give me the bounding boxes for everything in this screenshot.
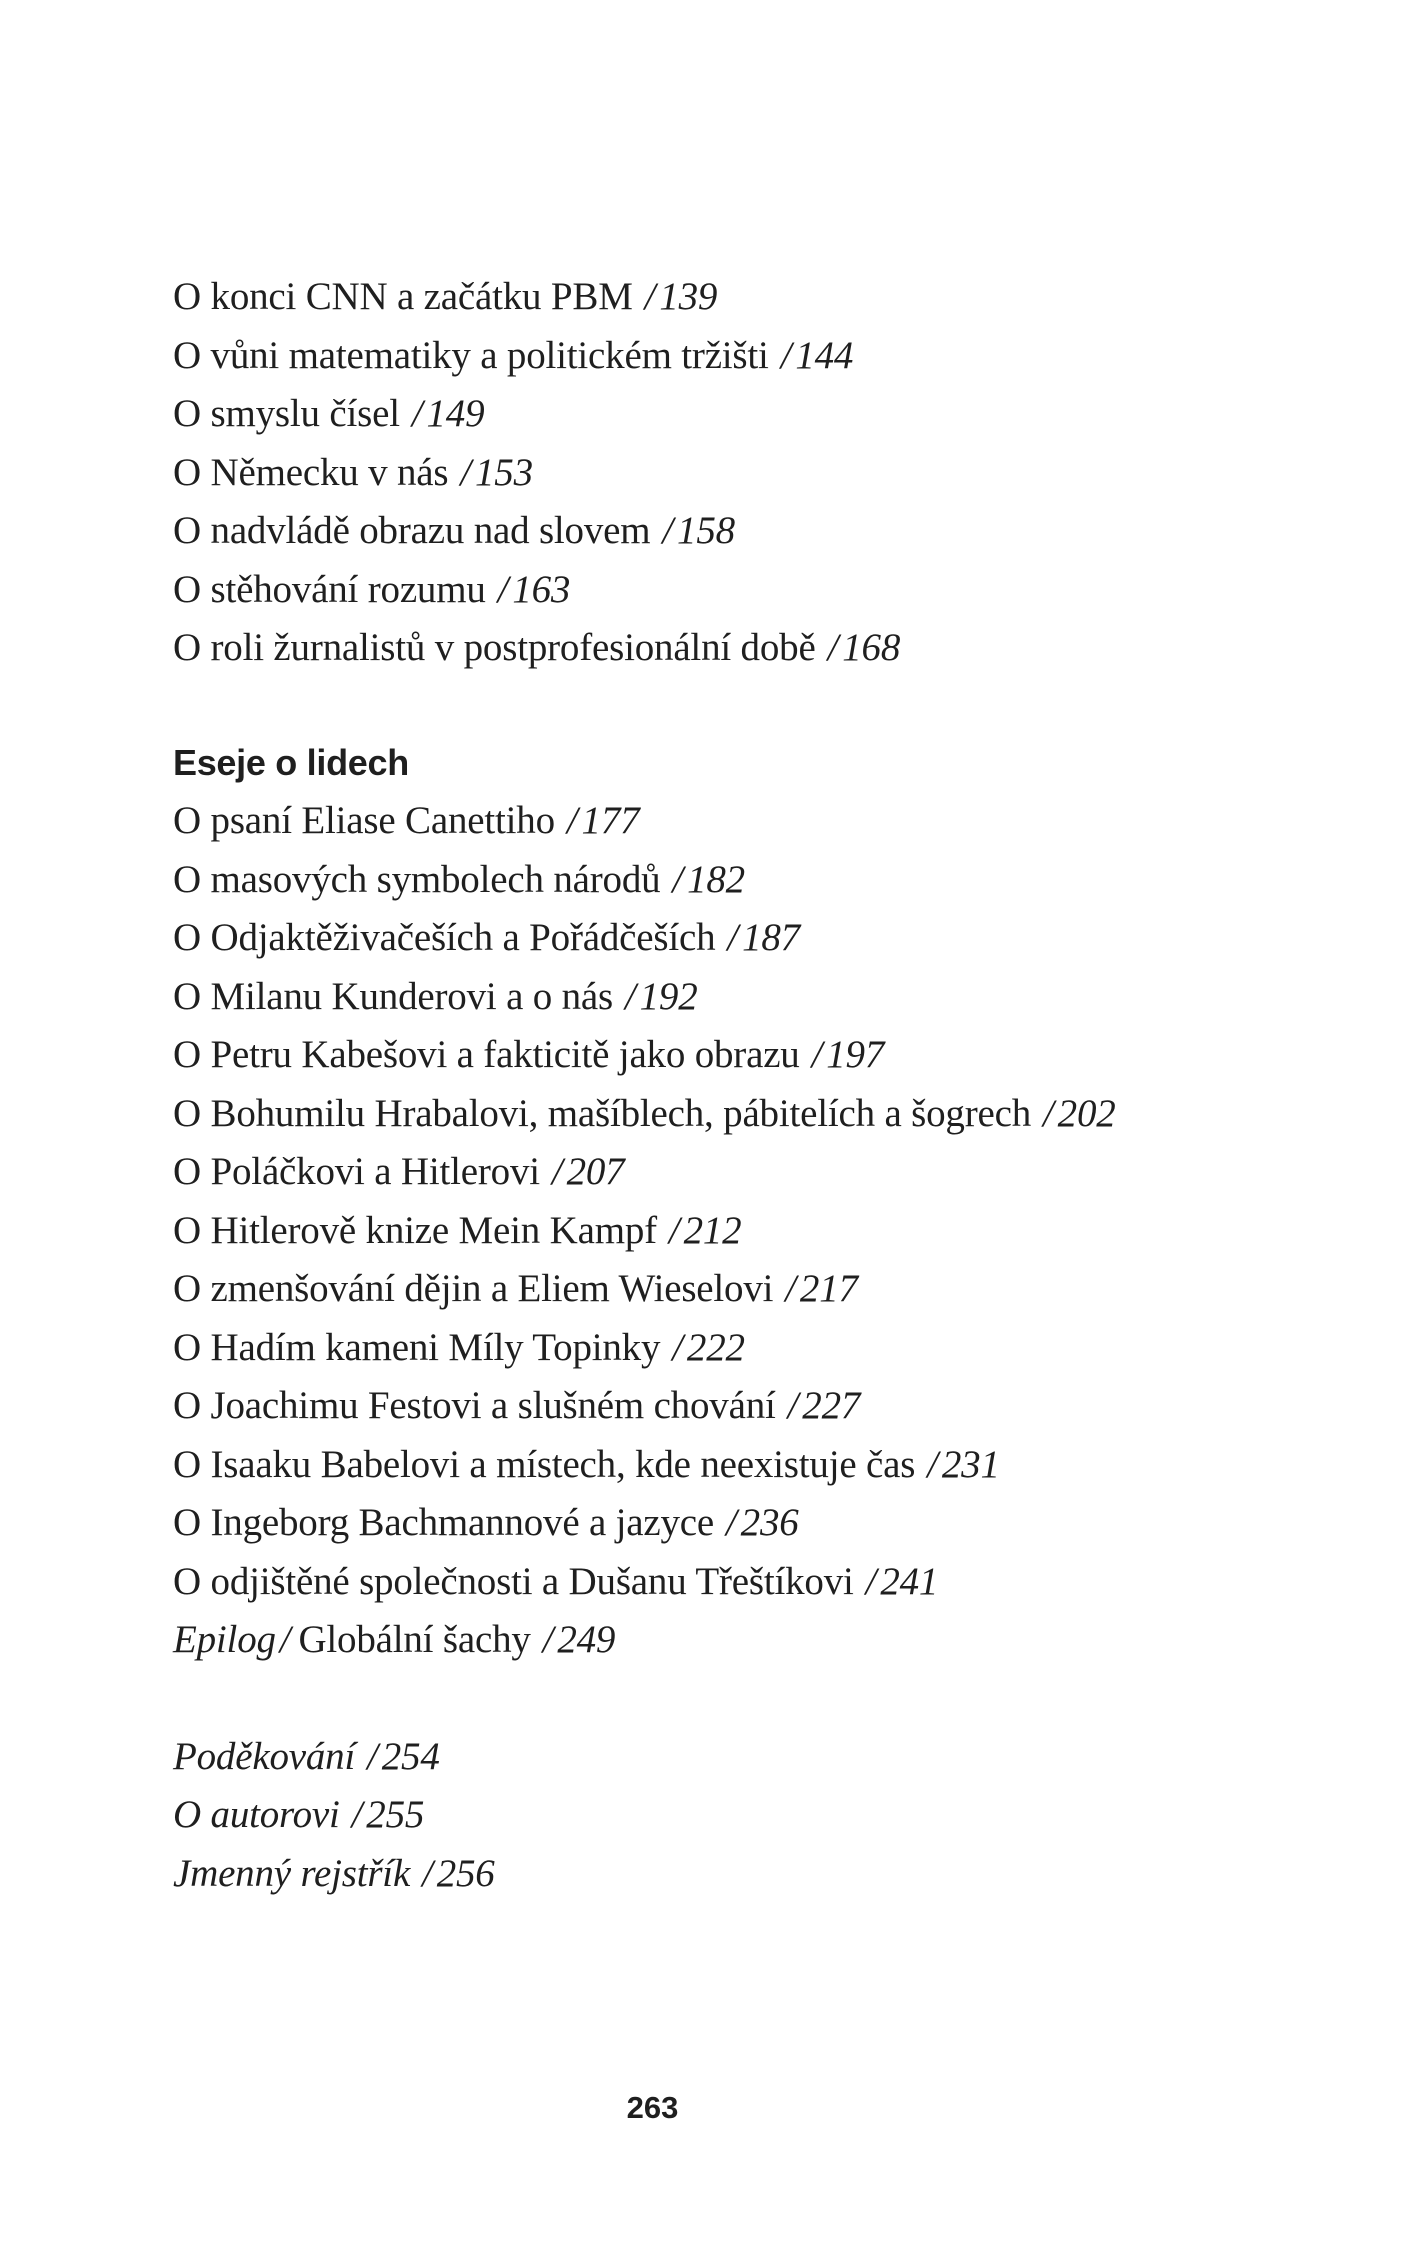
toc-entry <box>173 1553 1273 1612</box>
toc-entry <box>173 1026 1273 1085</box>
toc-entry-page: 144 <box>795 333 854 377</box>
toc-entry-page: 222 <box>686 1325 745 1369</box>
page-number: 263 <box>626 2090 679 2125</box>
toc-entry-page: 256 <box>436 1851 495 1895</box>
toc-entry-title: O Isaaku Babelovi a místech, kde neexistuje čas <box>173 1442 916 1486</box>
toc-entry-title: O zmenšování dějin a Eliem Wieselovi <box>173 1267 774 1310</box>
toc-entry-title: O Joachimu Festovi a slušném chování <box>173 1384 776 1427</box>
toc-entry-title: O nadvládě obrazu nad slovem <box>173 509 651 552</box>
toc-separator: / <box>367 1734 378 1778</box>
toc-separator: / <box>865 1559 877 1603</box>
toc-entry <box>173 968 1273 1027</box>
toc-entry-page: 236 <box>740 1501 799 1544</box>
toc-entry-page: 231 <box>941 1442 1000 1486</box>
toc-entry <box>173 444 1273 503</box>
toc-entry-title: O masových symbolech národů <box>173 857 661 901</box>
toc-entry <box>173 1085 1273 1144</box>
toc-separator: / <box>460 450 471 494</box>
toc-entry <box>173 1377 1273 1436</box>
toc-entry <box>173 1260 1273 1319</box>
toc-separator: / <box>566 799 578 842</box>
toc-entry <box>173 792 1273 851</box>
toc-entry <box>173 1728 1273 1787</box>
toc-entry <box>173 851 1273 910</box>
toc-separator: / <box>422 1851 433 1895</box>
toc-entry-page: 255 <box>366 1793 425 1836</box>
toc-entry <box>173 385 1273 444</box>
toc-separator: / <box>726 1501 737 1544</box>
toc-entry-title: Globální šachy <box>298 1618 531 1661</box>
toc-entry <box>173 1494 1273 1553</box>
toc-epilog-label: Epilog <box>173 1618 276 1661</box>
toc-entry-page: 254 <box>381 1734 440 1778</box>
toc-separator: / <box>827 626 839 669</box>
toc-entry-page: 182 <box>687 857 745 901</box>
toc-separator: / <box>551 1150 563 1193</box>
toc-entry-page: 168 <box>842 626 901 669</box>
toc-entry-title: Jmenný rejstřík <box>173 1851 411 1895</box>
toc-separator: / <box>672 857 684 901</box>
section-heading: Eseje o lidech <box>173 741 409 783</box>
toc-entry-page: 192 <box>639 974 698 1018</box>
toc-separator: / <box>1043 1091 1054 1135</box>
toc-separator: / <box>927 1442 938 1486</box>
toc-separator: / <box>668 1208 680 1252</box>
toc-entry-page: 153 <box>474 450 533 494</box>
toc-entry-title: O psaní Eliase Canettiho <box>173 799 555 842</box>
toc-entry-title: O Poláčkovi a Hitlerovi <box>173 1150 540 1193</box>
toc-entry-page: 139 <box>659 275 718 318</box>
toc-entry-title: O vůni matematiky a politickém tržišti <box>173 333 769 377</box>
toc-entry-title: O Hadím kameni Míly Topinky <box>173 1325 661 1369</box>
toc-separator: / <box>672 1325 683 1369</box>
toc-entry-title: Poděkování <box>173 1734 356 1778</box>
toc-entry <box>173 268 1273 327</box>
toc-entry <box>173 1202 1273 1261</box>
toc-entry-title: O Hitlerově knize Mein Kampf <box>173 1208 657 1252</box>
toc-entry <box>173 1786 1273 1845</box>
toc-entry-title: O Milanu Kunderovi a o nás <box>173 974 613 1018</box>
table-of-contents <box>173 268 1273 1903</box>
toc-entry-title: O smyslu čísel <box>173 392 400 435</box>
toc-entry-title: O konci CNN a začátku PBM <box>173 275 633 318</box>
toc-entry-title: O roli žurnalistů v postprofesionální době <box>173 626 816 669</box>
toc-entry-page: 241 <box>880 1559 939 1603</box>
toc-entry <box>173 1436 1273 1495</box>
toc-entry-title: O Německu v nás <box>173 450 449 494</box>
toc-entry-page: 217 <box>799 1267 858 1310</box>
toc-separator: / <box>542 1618 554 1661</box>
toc-entry <box>173 1845 1273 1904</box>
toc-entry-page: 197 <box>826 1033 885 1076</box>
toc-separator: / <box>497 567 509 611</box>
toc-entry-page: 158 <box>677 509 735 552</box>
toc-entry-title: O Petru Kabešovi a fakticitě jako obrazu <box>173 1033 800 1076</box>
toc-entry-page: 227 <box>802 1384 861 1427</box>
toc-entry-page: 212 <box>683 1208 742 1252</box>
toc-entry-title: O Ingeborg Bachmannové a jazyce <box>173 1501 715 1544</box>
toc-entry-page: 177 <box>581 799 640 842</box>
toc-separator: / <box>279 1618 291 1661</box>
spacer <box>173 1670 1273 1728</box>
toc-separator: / <box>411 392 423 435</box>
toc-entry <box>173 1143 1273 1202</box>
toc-separator: / <box>727 916 739 959</box>
toc-entry <box>173 909 1273 968</box>
toc-entry <box>173 561 1273 620</box>
toc-separator: / <box>624 974 636 1018</box>
toc-entry <box>173 327 1273 386</box>
toc-entry-page: 202 <box>1057 1091 1116 1135</box>
toc-entry <box>173 1319 1273 1378</box>
toc-entry-page: 249 <box>557 1618 616 1661</box>
toc-entry-page: 149 <box>426 392 485 435</box>
toc-separator: / <box>662 509 674 552</box>
toc-separator: / <box>351 1793 363 1836</box>
toc-separator: / <box>787 1384 799 1427</box>
toc-separator: / <box>644 275 656 318</box>
toc-entry-title: O Bohumilu Hrabalovi, mašíblech, pábitelích a šogrech <box>173 1091 1032 1135</box>
toc-separator: / <box>811 1033 823 1076</box>
toc-entry-title: O Odjaktěživačeších a Pořádčeších <box>173 916 716 959</box>
toc-entry-page: 207 <box>566 1150 625 1193</box>
toc-entry-title: O odjištěné společnosti a Dušanu Třeštíkovi <box>173 1559 854 1603</box>
toc-entry-epilog <box>173 1611 1273 1670</box>
toc-entry <box>173 502 1273 561</box>
toc-entry <box>173 619 1273 678</box>
toc-separator: / <box>780 333 792 377</box>
toc-entry-title: O autorovi <box>173 1793 340 1836</box>
toc-entry-page: 187 <box>742 916 800 959</box>
toc-entry-page: 163 <box>512 567 571 611</box>
toc-separator: / <box>785 1267 796 1310</box>
toc-entry-title: O stěhování rozumu <box>173 567 486 611</box>
